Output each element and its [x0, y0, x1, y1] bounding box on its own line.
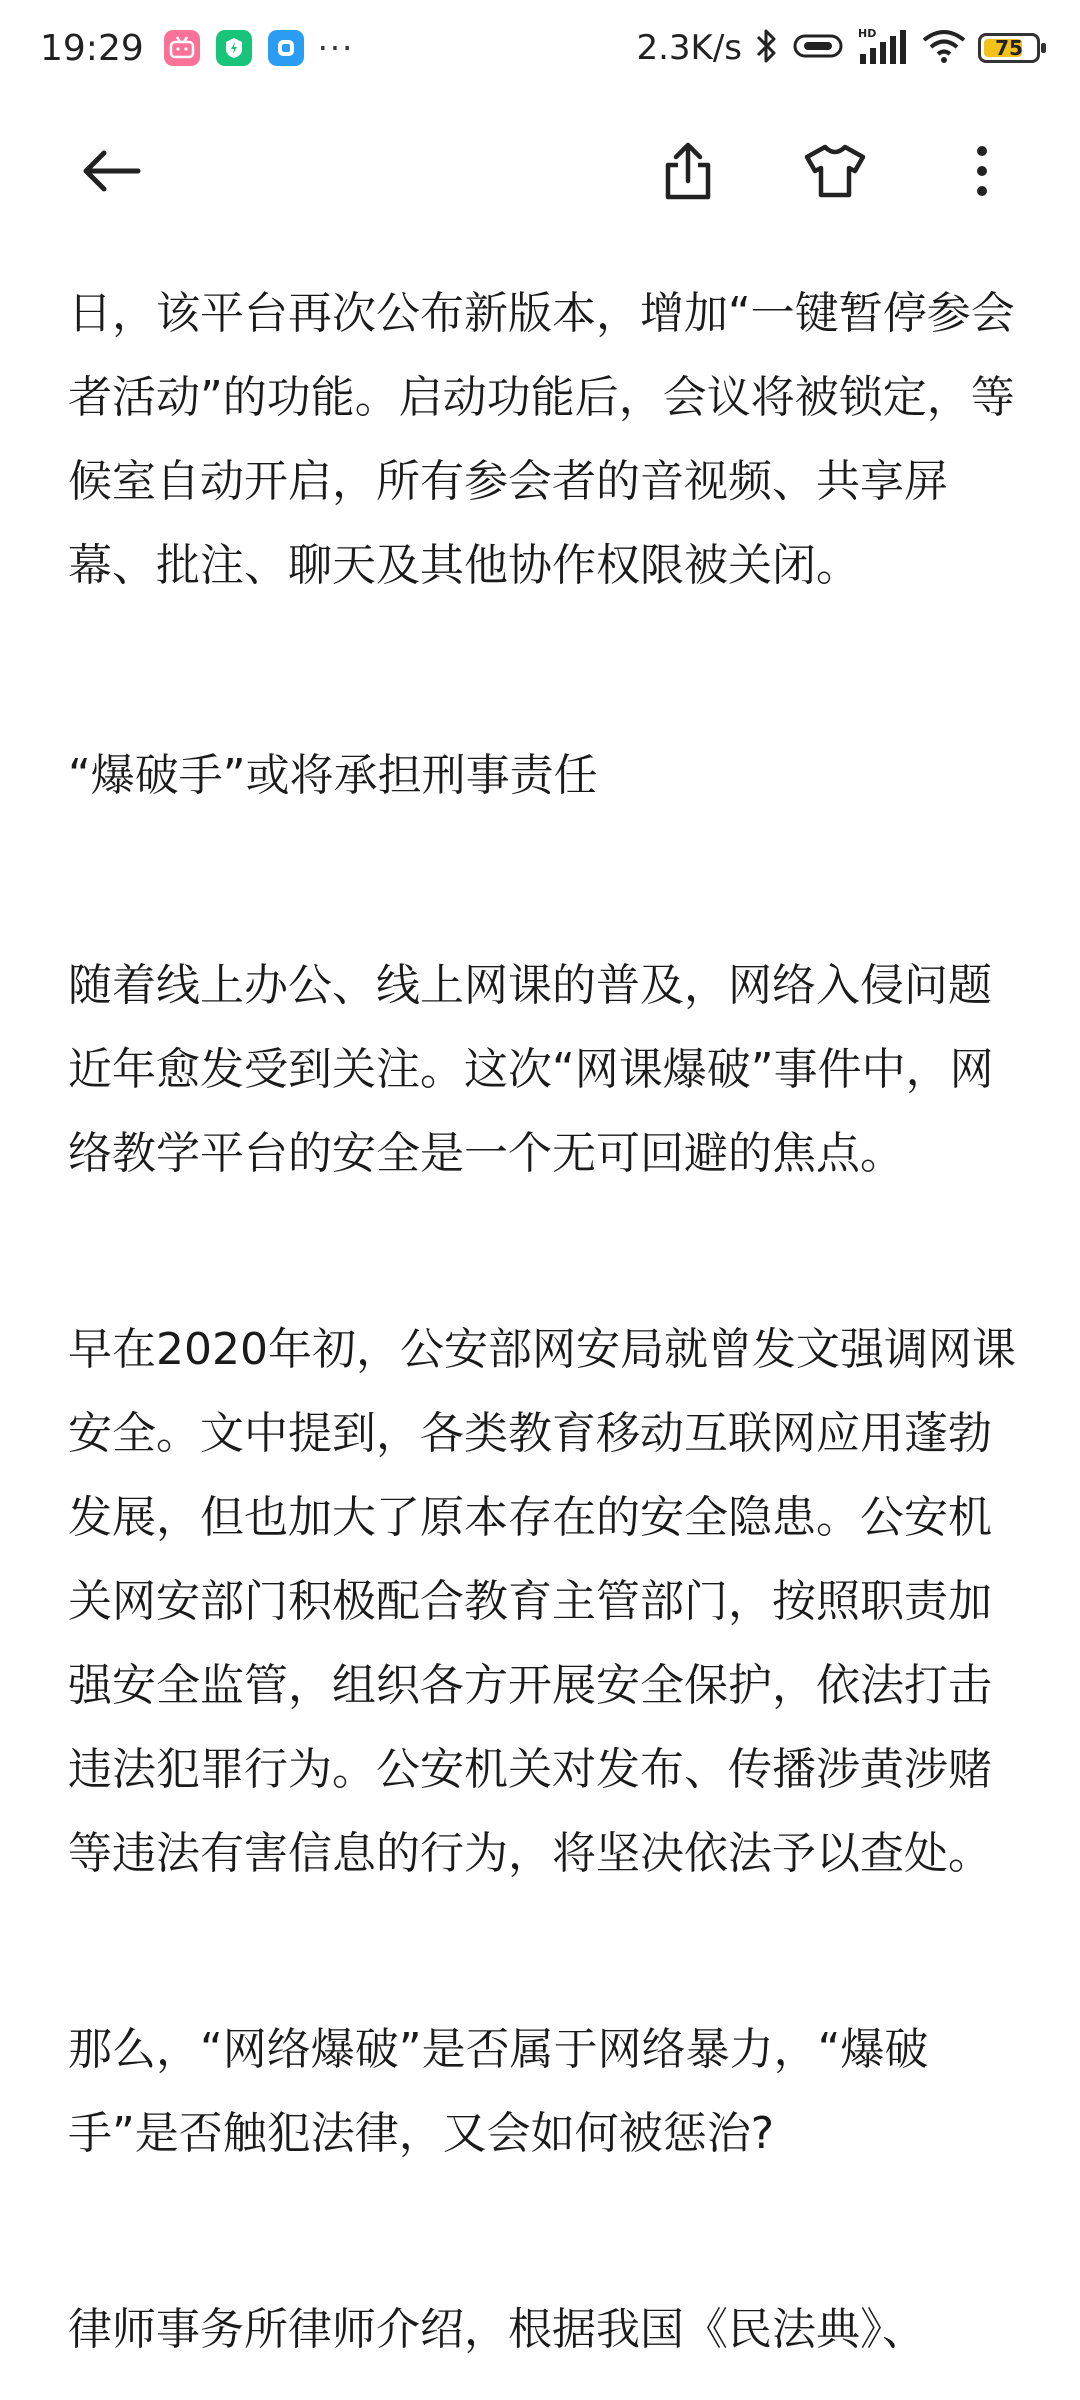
- share-icon: [660, 141, 716, 201]
- theme-button[interactable]: [795, 131, 875, 211]
- tshirt-icon: [803, 143, 867, 199]
- more-notifications-icon: ···: [317, 29, 355, 67]
- bluetooth-icon: [754, 27, 780, 69]
- back-button[interactable]: [70, 131, 150, 211]
- blue-app-icon: [268, 30, 304, 66]
- battery-level: 75: [995, 36, 1023, 60]
- more-vertical-icon: [972, 143, 992, 199]
- signal-icon: [856, 26, 910, 70]
- article-paragraph: 早在2020年初，公安部网安局就曾发文强调网课安全。文中提到，各类教育移动互联网应用蓬勃发展，但也加大了原本存在的安全隐患。公安机关网安部门积极配合教育主管部门，按照职责加强安全监管，组织各方开展安全保护，依法打击违法犯罪行为。公安机关对发布、传播涉黄涉赌等违法有害信息的行为，将坚决依法予以查处。: [68, 1324, 1016, 1879]
- battery-icon: [978, 33, 1040, 63]
- signal-hd-label: HD: [858, 27, 877, 40]
- article-paragraph: 律师事务所律师介绍，根据我国《民法典》、: [68, 2304, 926, 2355]
- green-app-icon: [216, 30, 252, 66]
- status-bar: [0, 0, 1080, 96]
- article-paragraph: 日，该平台再次公布新版本，增加“一键暂停参会者活动”的功能。启动功能后，会议将被锁定，等候室自动开启，所有参会者的音视频、共享屏幕、批注、聊天及其他协作权限被关闭。: [68, 288, 1015, 591]
- status-time: 19:29: [40, 27, 144, 69]
- article-body: [68, 272, 1018, 2372]
- bilibili-app-icon: [164, 30, 200, 66]
- article-subheading: “爆破手”或将承担刑事责任: [68, 750, 598, 801]
- share-button[interactable]: [648, 131, 728, 211]
- vibrate-icon: [792, 30, 844, 66]
- wifi-icon: [922, 28, 966, 68]
- top-toolbar: [0, 96, 1080, 246]
- status-right: [636, 26, 1040, 70]
- notification-app-icons: [164, 30, 304, 66]
- network-speed: 2.3K/s: [636, 28, 742, 68]
- back-arrow-icon: [78, 147, 142, 195]
- article-paragraph: 随着线上办公、线上网课的普及，网络入侵问题近年愈发受到关注。这次“网课爆破”事件中，网络教学平台的安全是一个无可回避的焦点。: [68, 960, 994, 1179]
- more-button[interactable]: [942, 131, 1022, 211]
- article-paragraph: 那么，“网络爆破”是否属于网络暴力，“爆破手”是否触犯法律，又会如何被惩治?: [68, 2024, 929, 2159]
